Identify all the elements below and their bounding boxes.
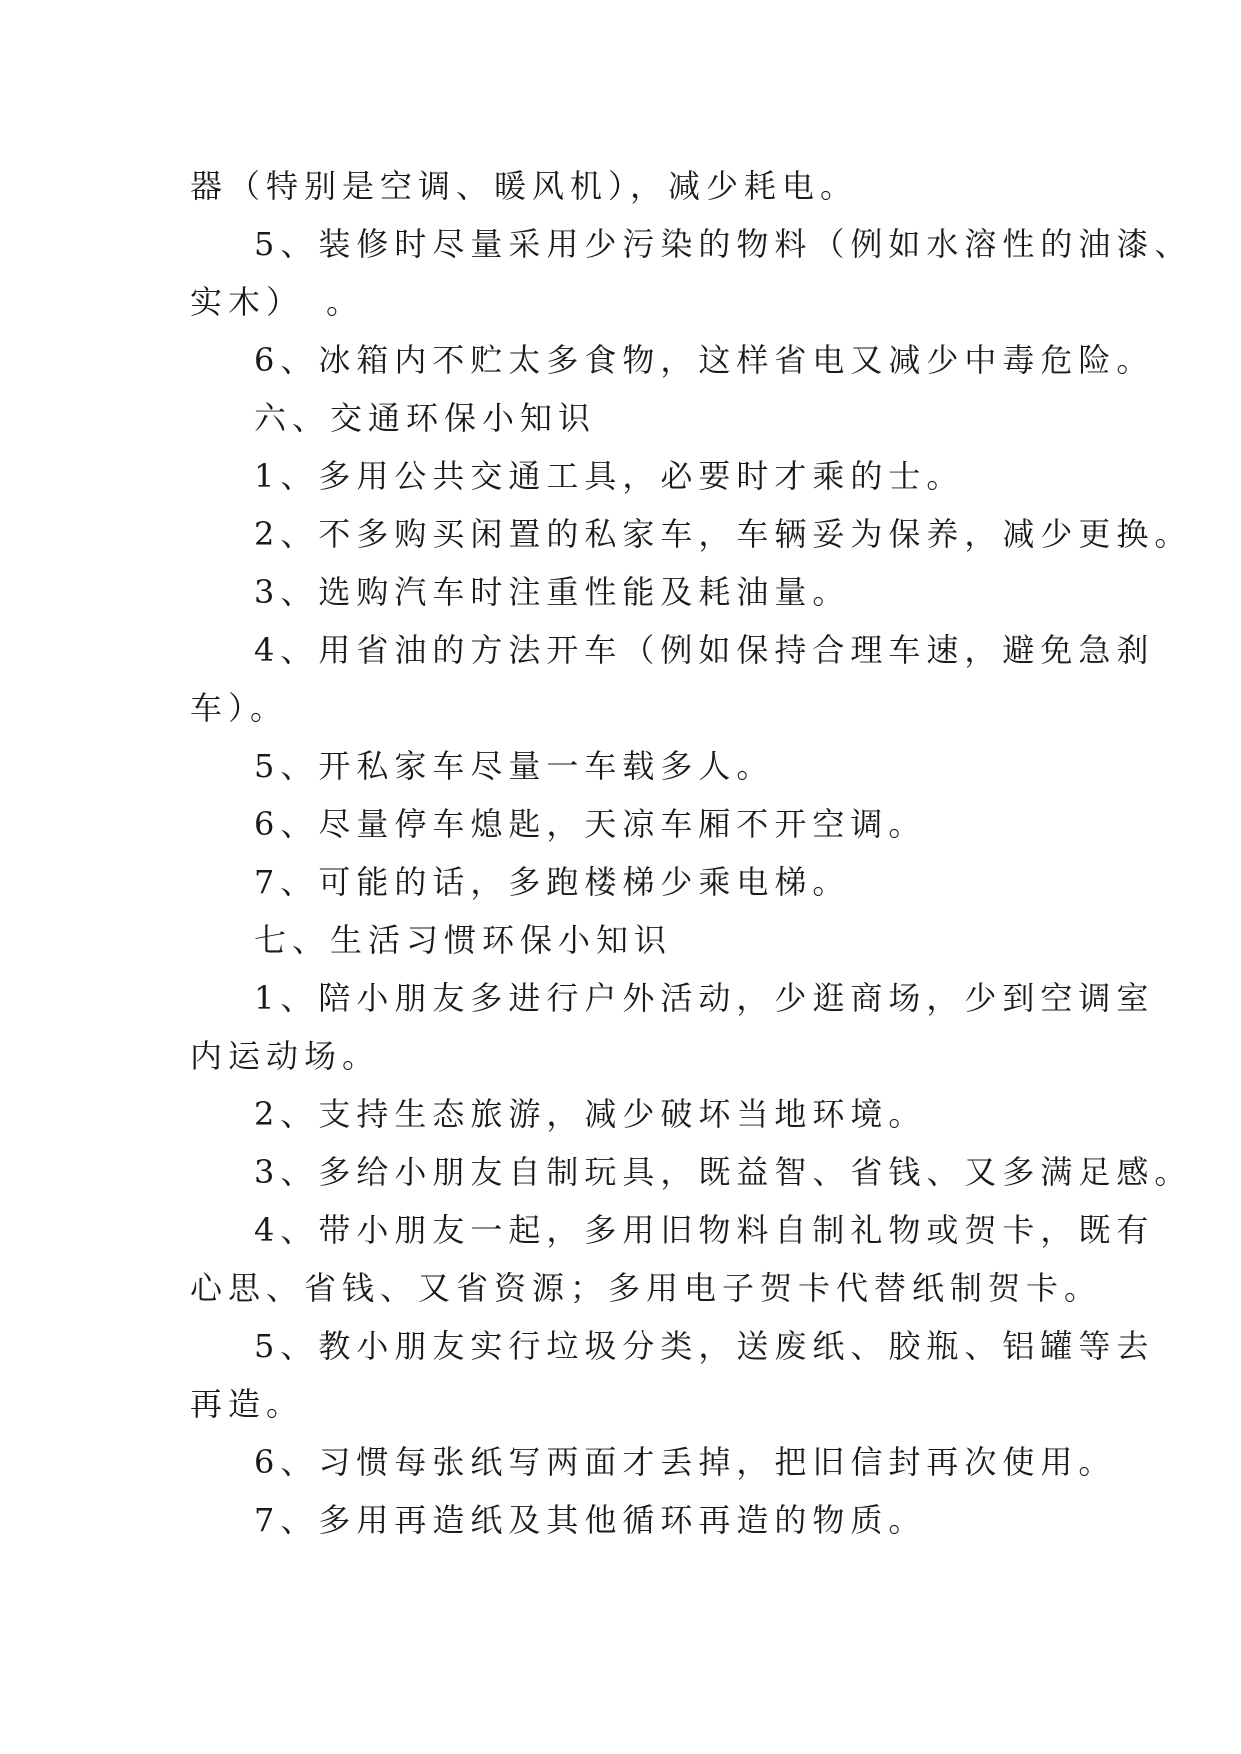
text-line: 2、不多购买闲置的私家车，车辆妥为保养，减少更换。	[254, 515, 1193, 553]
text-line: 5、教小朋友实行垃圾分类，送废纸、胶瓶、铝罐等去	[254, 1327, 1155, 1365]
text-line: 6、尽量停车熄匙，天凉车厢不开空调。	[254, 805, 927, 843]
text-line: 2、支持生态旅游，减少破坏当地环境。	[254, 1095, 927, 1133]
body-text	[190, 157, 1193, 1549]
text-line: 5、开私家车尽量一车载多人。	[254, 747, 775, 785]
text-line: 1、陪小朋友多进行户外活动，少逛商场，少到空调室	[254, 979, 1155, 1017]
text-line: 实木） 。	[190, 283, 365, 321]
text-line: 1、多用公共交通工具，必要时才乘的士。	[254, 457, 965, 495]
text-line: 心思、省钱、又省资源；多用电子贺卡代替纸制贺卡。	[190, 1269, 1103, 1307]
section-heading: 六、交通环保小知识	[254, 399, 597, 437]
text-line: 车）。	[190, 689, 289, 727]
text-line: 5、装修时尽量采用少污染的物料（例如水溶性的油漆、	[254, 225, 1193, 263]
text-line: 再造。	[190, 1385, 305, 1423]
text-line: 内运动场。	[190, 1037, 381, 1075]
text-line: 3、多给小朋友自制玩具，既益智、省钱、又多满足感。	[254, 1153, 1193, 1191]
text-line: 器（特别是空调、暖风机），减少耗电。	[190, 167, 859, 205]
text-line: 4、用省油的方法开车（例如保持合理车速，避免急刹	[254, 631, 1155, 669]
text-line: 3、选购汽车时注重性能及耗油量。	[254, 573, 851, 611]
section-heading: 七、生活习惯环保小知识	[254, 921, 673, 959]
text-line: 6、冰箱内不贮太多食物，这样省电又减少中毒危险。	[254, 341, 1155, 379]
text-line: 6、习惯每张纸写两面才丢掉，把旧信封再次使用。	[254, 1443, 1117, 1481]
text-line: 7、多用再造纸及其他循环再造的物质。	[254, 1501, 927, 1539]
text-line: 4、带小朋友一起，多用旧物料自制礼物或贺卡，既有	[254, 1211, 1155, 1249]
text-line: 7、可能的话，多跑楼梯少乘电梯。	[254, 863, 851, 901]
